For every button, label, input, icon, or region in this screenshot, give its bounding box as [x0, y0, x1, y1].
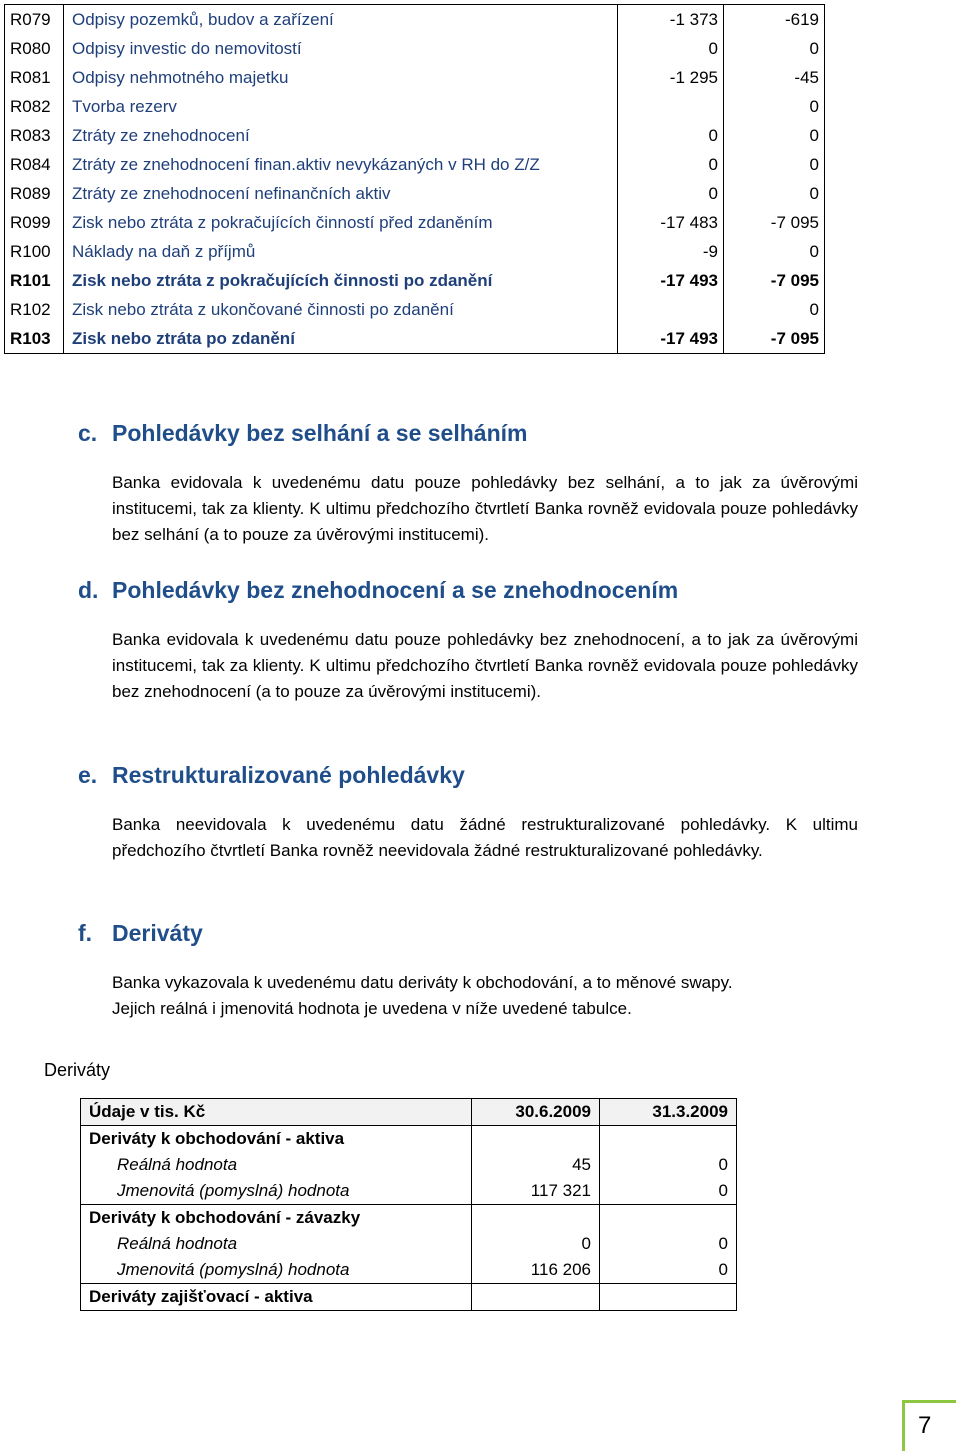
table-row [81, 1178, 737, 1205]
row-value-1: 0 [472, 1231, 600, 1257]
table-row [81, 1126, 737, 1153]
row-label: Deriváty k obchodování - aktiva [81, 1126, 472, 1153]
row-name: Zisk nebo ztráta z ukončované činnosti po zdanění [64, 295, 618, 324]
row-code: R084 [5, 150, 64, 179]
section-heading-f [78, 920, 203, 947]
header-col-2: 31.3.2009 [600, 1099, 737, 1126]
table-row [5, 63, 825, 92]
row-code: R099 [5, 208, 64, 237]
row-code: R100 [5, 237, 64, 266]
row-value-2: 0 [724, 121, 825, 150]
row-name: Ztráty ze znehodnocení [64, 121, 618, 150]
row-value-2 [600, 1126, 737, 1153]
row-code: R101 [5, 266, 64, 295]
row-label: Jmenovitá (pomyslná) hodnota [81, 1178, 472, 1205]
row-name: Odpisy pozemků, budov a zařízení [64, 5, 618, 35]
row-name: Odpisy investic do nemovitostí [64, 34, 618, 63]
row-name: Zisk nebo ztráta z pokračujících činností před zdaněním [64, 208, 618, 237]
table-row [81, 1284, 737, 1311]
section-text-f [112, 970, 858, 1022]
row-label: Jmenovitá (pomyslná) hodnota [81, 1257, 472, 1284]
row-value-1: 45 [472, 1152, 600, 1178]
section-text-line: Jejich reálná i jmenovitá hodnota je uvedena v níže uvedené tabulce. [112, 999, 632, 1018]
row-value-2: 0 [600, 1257, 737, 1284]
section-title: Pohledávky bez selhání a se selháním [112, 420, 528, 446]
row-value-2: 0 [600, 1231, 737, 1257]
section-text-e: Banka neevidovala k uvedenému datu žádné restrukturalizované pohledávky. K ultimu předchozího čtvrtletí Banka rovněž neevidovala žádné restrukturalizované pohledávky. [112, 815, 858, 860]
row-value-2 [600, 1205, 737, 1232]
row-value-1: 0 [618, 150, 724, 179]
row-value-1 [618, 92, 724, 121]
page-number-rule [902, 1400, 956, 1403]
table-row [81, 1205, 737, 1232]
row-label: Reálná hodnota [81, 1231, 472, 1257]
table-row [81, 1152, 737, 1178]
section-text-line: Banka vykazovala k uvedenému datu deriváty k obchodování, a to měnové swapy. [112, 973, 733, 992]
section-heading-e [78, 762, 465, 789]
table-row [5, 5, 825, 35]
row-code: R089 [5, 179, 64, 208]
section-heading-c [78, 420, 527, 447]
row-value-2: 0 [724, 237, 825, 266]
section-letter: d. [78, 577, 99, 603]
row-label: Deriváty zajišťovací - aktiva [81, 1284, 472, 1311]
row-name: Náklady na daň z příjmů [64, 237, 618, 266]
table-row [5, 150, 825, 179]
row-value-2: -7 095 [724, 324, 825, 354]
row-value-2: -45 [724, 63, 825, 92]
row-code: R102 [5, 295, 64, 324]
row-code: R103 [5, 324, 64, 354]
section-letter: f. [78, 920, 93, 946]
row-value-1: -1 295 [618, 63, 724, 92]
section-title: Pohledávky bez znehodnocení a se znehodnocením [112, 577, 679, 603]
row-value-2: -7 095 [724, 266, 825, 295]
row-value-1 [618, 295, 724, 324]
row-value-1: 0 [618, 179, 724, 208]
row-value-2: 0 [724, 150, 825, 179]
table-caption: Deriváty [44, 1060, 111, 1080]
income-statement-table [4, 4, 825, 354]
row-name: Zisk nebo ztráta z pokračujících činnosti po zdanění [64, 266, 618, 295]
row-value-1 [472, 1284, 600, 1311]
section-title: Deriváty [112, 920, 203, 946]
row-value-1: -9 [618, 237, 724, 266]
table-row [5, 208, 825, 237]
derivatives-table [80, 1098, 737, 1311]
row-value-1: 116 206 [472, 1257, 600, 1284]
table-row [81, 1257, 737, 1284]
row-value-1: -17 493 [618, 324, 724, 354]
page-number-rule [902, 1403, 905, 1451]
row-value-2: -619 [724, 5, 825, 35]
row-value-1: 0 [618, 34, 724, 63]
table-row [5, 295, 825, 324]
row-value-1 [472, 1205, 600, 1232]
row-label: Reálná hodnota [81, 1152, 472, 1178]
row-code: R082 [5, 92, 64, 121]
table-row [5, 121, 825, 150]
table-row [5, 92, 825, 121]
table-row [5, 179, 825, 208]
row-code: R083 [5, 121, 64, 150]
row-value-2: 0 [724, 295, 825, 324]
row-name: Ztráty ze znehodnocení nefinančních aktiv [64, 179, 618, 208]
header-col-1: 30.6.2009 [472, 1099, 600, 1126]
table-row [5, 237, 825, 266]
row-label: Deriváty k obchodování - závazky [81, 1205, 472, 1232]
row-value-2: 0 [600, 1152, 737, 1178]
section-heading-d [78, 577, 678, 604]
row-value-1: -17 493 [618, 266, 724, 295]
row-value-1: 117 321 [472, 1178, 600, 1205]
header-label: Údaje v tis. Kč [81, 1099, 472, 1126]
row-value-2: 0 [724, 179, 825, 208]
row-value-1: -1 373 [618, 5, 724, 35]
row-code: R081 [5, 63, 64, 92]
row-value-2 [600, 1284, 737, 1311]
row-name: Zisk nebo ztráta po zdanění [64, 324, 618, 354]
section-letter: e. [78, 762, 98, 788]
row-value-2: -7 095 [724, 208, 825, 237]
page-number: 7 [918, 1412, 932, 1439]
section-letter: c. [78, 420, 98, 446]
row-value-2: 0 [600, 1178, 737, 1205]
row-value-1 [472, 1126, 600, 1153]
row-name: Tvorba rezerv [64, 92, 618, 121]
row-value-1: 0 [618, 121, 724, 150]
row-code: R079 [5, 5, 64, 35]
row-name: Ztráty ze znehodnocení finan.aktiv nevykázaných v RH do Z/Z [64, 150, 618, 179]
row-name: Odpisy nehmotného majetku [64, 63, 618, 92]
row-value-1: -17 483 [618, 208, 724, 237]
table-row [81, 1231, 737, 1257]
table-row [5, 266, 825, 295]
table-header-row [81, 1099, 737, 1126]
section-text-d: Banka evidovala k uvedenému datu pouze pohledávky bez znehodnocení, a to jak za úvěrovými institucemi, tak za klienty. K ultimu předchozího čtvrtletí Banka rovněž evidovala pouze pohledávky bez znehodnocení (a to pouze za úvěrovými institucemi). [112, 630, 858, 701]
row-value-2: 0 [724, 34, 825, 63]
section-title: Restrukturalizované pohledávky [112, 762, 465, 788]
table-row [5, 324, 825, 354]
table-row [5, 34, 825, 63]
section-text-c: Banka evidovala k uvedenému datu pouze pohledávky bez selhání, a to jak za úvěrovými institucemi, tak za klienty. K ultimu předchozího čtvrtletí Banka rovněž evidovala pouze pohledávky bez selhání (a to pouze za úvěrovými institucemi). [112, 473, 858, 544]
row-value-2: 0 [724, 92, 825, 121]
row-code: R080 [5, 34, 64, 63]
